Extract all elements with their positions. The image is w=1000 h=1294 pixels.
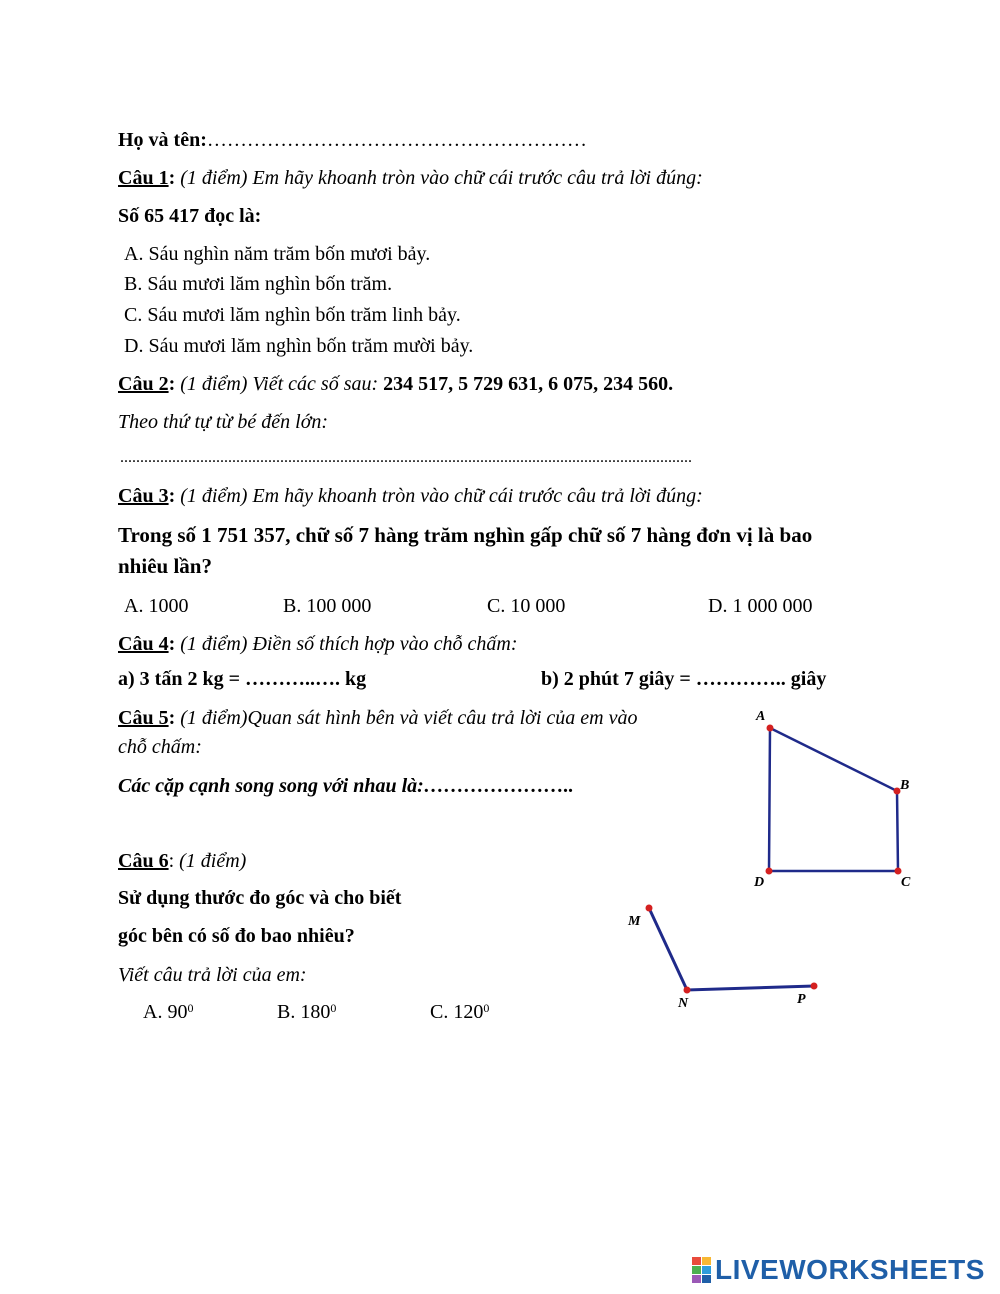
q1-option-a[interactable]: A. Sáu nghìn năm trăm bốn mươi bảy. bbox=[124, 243, 431, 265]
q5-instruction-line2: chỗ chấm: bbox=[118, 736, 202, 758]
name-dots[interactable]: ………………………………………………… bbox=[206, 129, 587, 151]
q4-heading: Câu 4: (1 điểm) Điền số thích hợp vào chỗ chấm: bbox=[118, 633, 518, 655]
angle-mnp bbox=[649, 908, 814, 990]
q2-heading: Câu 2: (1 điểm) Viết các số sau: 234 517, 5 729 631, 6 075, 234 560. bbox=[118, 373, 674, 395]
q6-question-line1: Sử dụng thước đo góc và cho biết bbox=[118, 887, 402, 909]
point-a bbox=[767, 725, 774, 732]
q6-label: Câu 6 bbox=[118, 850, 169, 872]
q4-label: Câu 4 bbox=[118, 633, 169, 655]
point-m bbox=[646, 905, 653, 912]
q2-answer-line[interactable]: ............................................................................................................................................... bbox=[120, 449, 692, 466]
point-n bbox=[684, 987, 691, 994]
label-m: M bbox=[628, 914, 641, 929]
angle-figure bbox=[620, 895, 840, 1015]
q6-points: (1 điểm) bbox=[179, 850, 247, 872]
point-c bbox=[895, 868, 902, 875]
q1-instruction: (1 điểm) Em hãy khoanh tròn vào chữ cái trước câu trả lời đúng: bbox=[180, 167, 703, 189]
logo-text: LIVEWORKSHEETS bbox=[715, 1254, 985, 1285]
q6-option-b[interactable]: B. $180^0$ bbox=[277, 1001, 337, 1023]
q1-label: Câu 1 bbox=[118, 167, 169, 189]
q6-question-line2: góc bên có số đo bao nhiêu? bbox=[118, 925, 355, 947]
label-c: C bbox=[901, 875, 911, 890]
label-p: P bbox=[797, 992, 806, 1007]
q6-option-c[interactable]: C. $120^0$ bbox=[430, 1001, 490, 1023]
q6-heading: Câu 6: (1 điểm) bbox=[118, 850, 247, 872]
q4-part-b[interactable]: b) 2 phút 7 giây = ………….. giây bbox=[541, 668, 827, 690]
q6-answer-prompt[interactable]: Viết câu trả lời của em: bbox=[118, 964, 307, 986]
q1-option-c[interactable]: C. Sáu mươi lăm nghìn bốn trăm linh bảy. bbox=[124, 304, 461, 326]
q5-instruction-line1: (1 điểm)Quan sát hình bên và viết câu trả lời của em vào bbox=[180, 707, 638, 729]
label-n: N bbox=[678, 996, 689, 1011]
label-a: A bbox=[756, 709, 766, 724]
q2-instruction: (1 điểm) Viết các số sau: bbox=[180, 373, 379, 395]
point-p bbox=[811, 983, 818, 990]
q5-answer-prompt[interactable]: Các cặp cạnh song song với nhau là:………………….. bbox=[118, 775, 574, 797]
q3-heading: Câu 3: (1 điểm) Em hãy khoanh tròn vào chữ cái trước câu trả lời đúng: bbox=[118, 485, 703, 507]
q2-label: Câu 2 bbox=[118, 373, 169, 395]
liveworksheets-logo bbox=[692, 1254, 985, 1286]
q1-option-d[interactable]: D. Sáu mươi lăm nghìn bốn trăm mười bảy. bbox=[124, 335, 474, 357]
q1-question: Số 65 417 đọc là: bbox=[118, 205, 262, 227]
q3-question-line1: Trong số 1 751 357, chữ số 7 hàng trăm nghìn gấp chữ số 7 hàng đơn vị là bao bbox=[118, 523, 813, 547]
point-d bbox=[766, 868, 773, 875]
q5-label: Câu 5 bbox=[118, 707, 169, 729]
label-d: D bbox=[754, 875, 765, 890]
name-label: Họ và tên: bbox=[118, 129, 207, 151]
q1-heading: Câu 1: (1 điểm) Em hãy khoanh tròn vào chữ cái trước câu trả lời đúng: bbox=[118, 167, 703, 189]
q3-option-a[interactable]: A. 1000 bbox=[124, 595, 189, 617]
q3-option-d[interactable]: D. 1 000 000 bbox=[708, 595, 813, 617]
q2-order-label: Theo thứ tự từ bé đến lớn: bbox=[118, 411, 329, 433]
q3-option-b[interactable]: B. 100 000 bbox=[283, 595, 372, 617]
label-b: B bbox=[900, 778, 910, 793]
q3-instruction: (1 điểm) Em hãy khoanh tròn vào chữ cái trước câu trả lời đúng: bbox=[180, 485, 703, 507]
q3-option-c[interactable]: C. 10 000 bbox=[487, 595, 566, 617]
q3-question-line2: nhiêu lần? bbox=[118, 554, 212, 578]
q4-instruction: (1 điểm) Điền số thích hợp vào chỗ chấm: bbox=[180, 633, 518, 655]
name-line bbox=[118, 128, 587, 152]
q5-heading: Câu 5: (1 điểm)Quan sát hình bên và viết câu trả lời của em vào bbox=[118, 707, 638, 729]
logo-icon bbox=[692, 1257, 711, 1283]
q3-label: Câu 3 bbox=[118, 485, 169, 507]
q1-option-b[interactable]: B. Sáu mươi lăm nghìn bốn trăm. bbox=[124, 273, 393, 295]
quadrilateral-figure bbox=[740, 700, 930, 890]
q4-part-a[interactable]: a) 3 tấn 2 kg = ………..…. kg bbox=[118, 668, 367, 690]
quadrilateral-abcd bbox=[769, 728, 898, 871]
q6-option-a[interactable]: A. $90^0$ bbox=[143, 1001, 194, 1023]
q2-numbers: 234 517, 5 729 631, 6 075, 234 560. bbox=[383, 373, 674, 395]
